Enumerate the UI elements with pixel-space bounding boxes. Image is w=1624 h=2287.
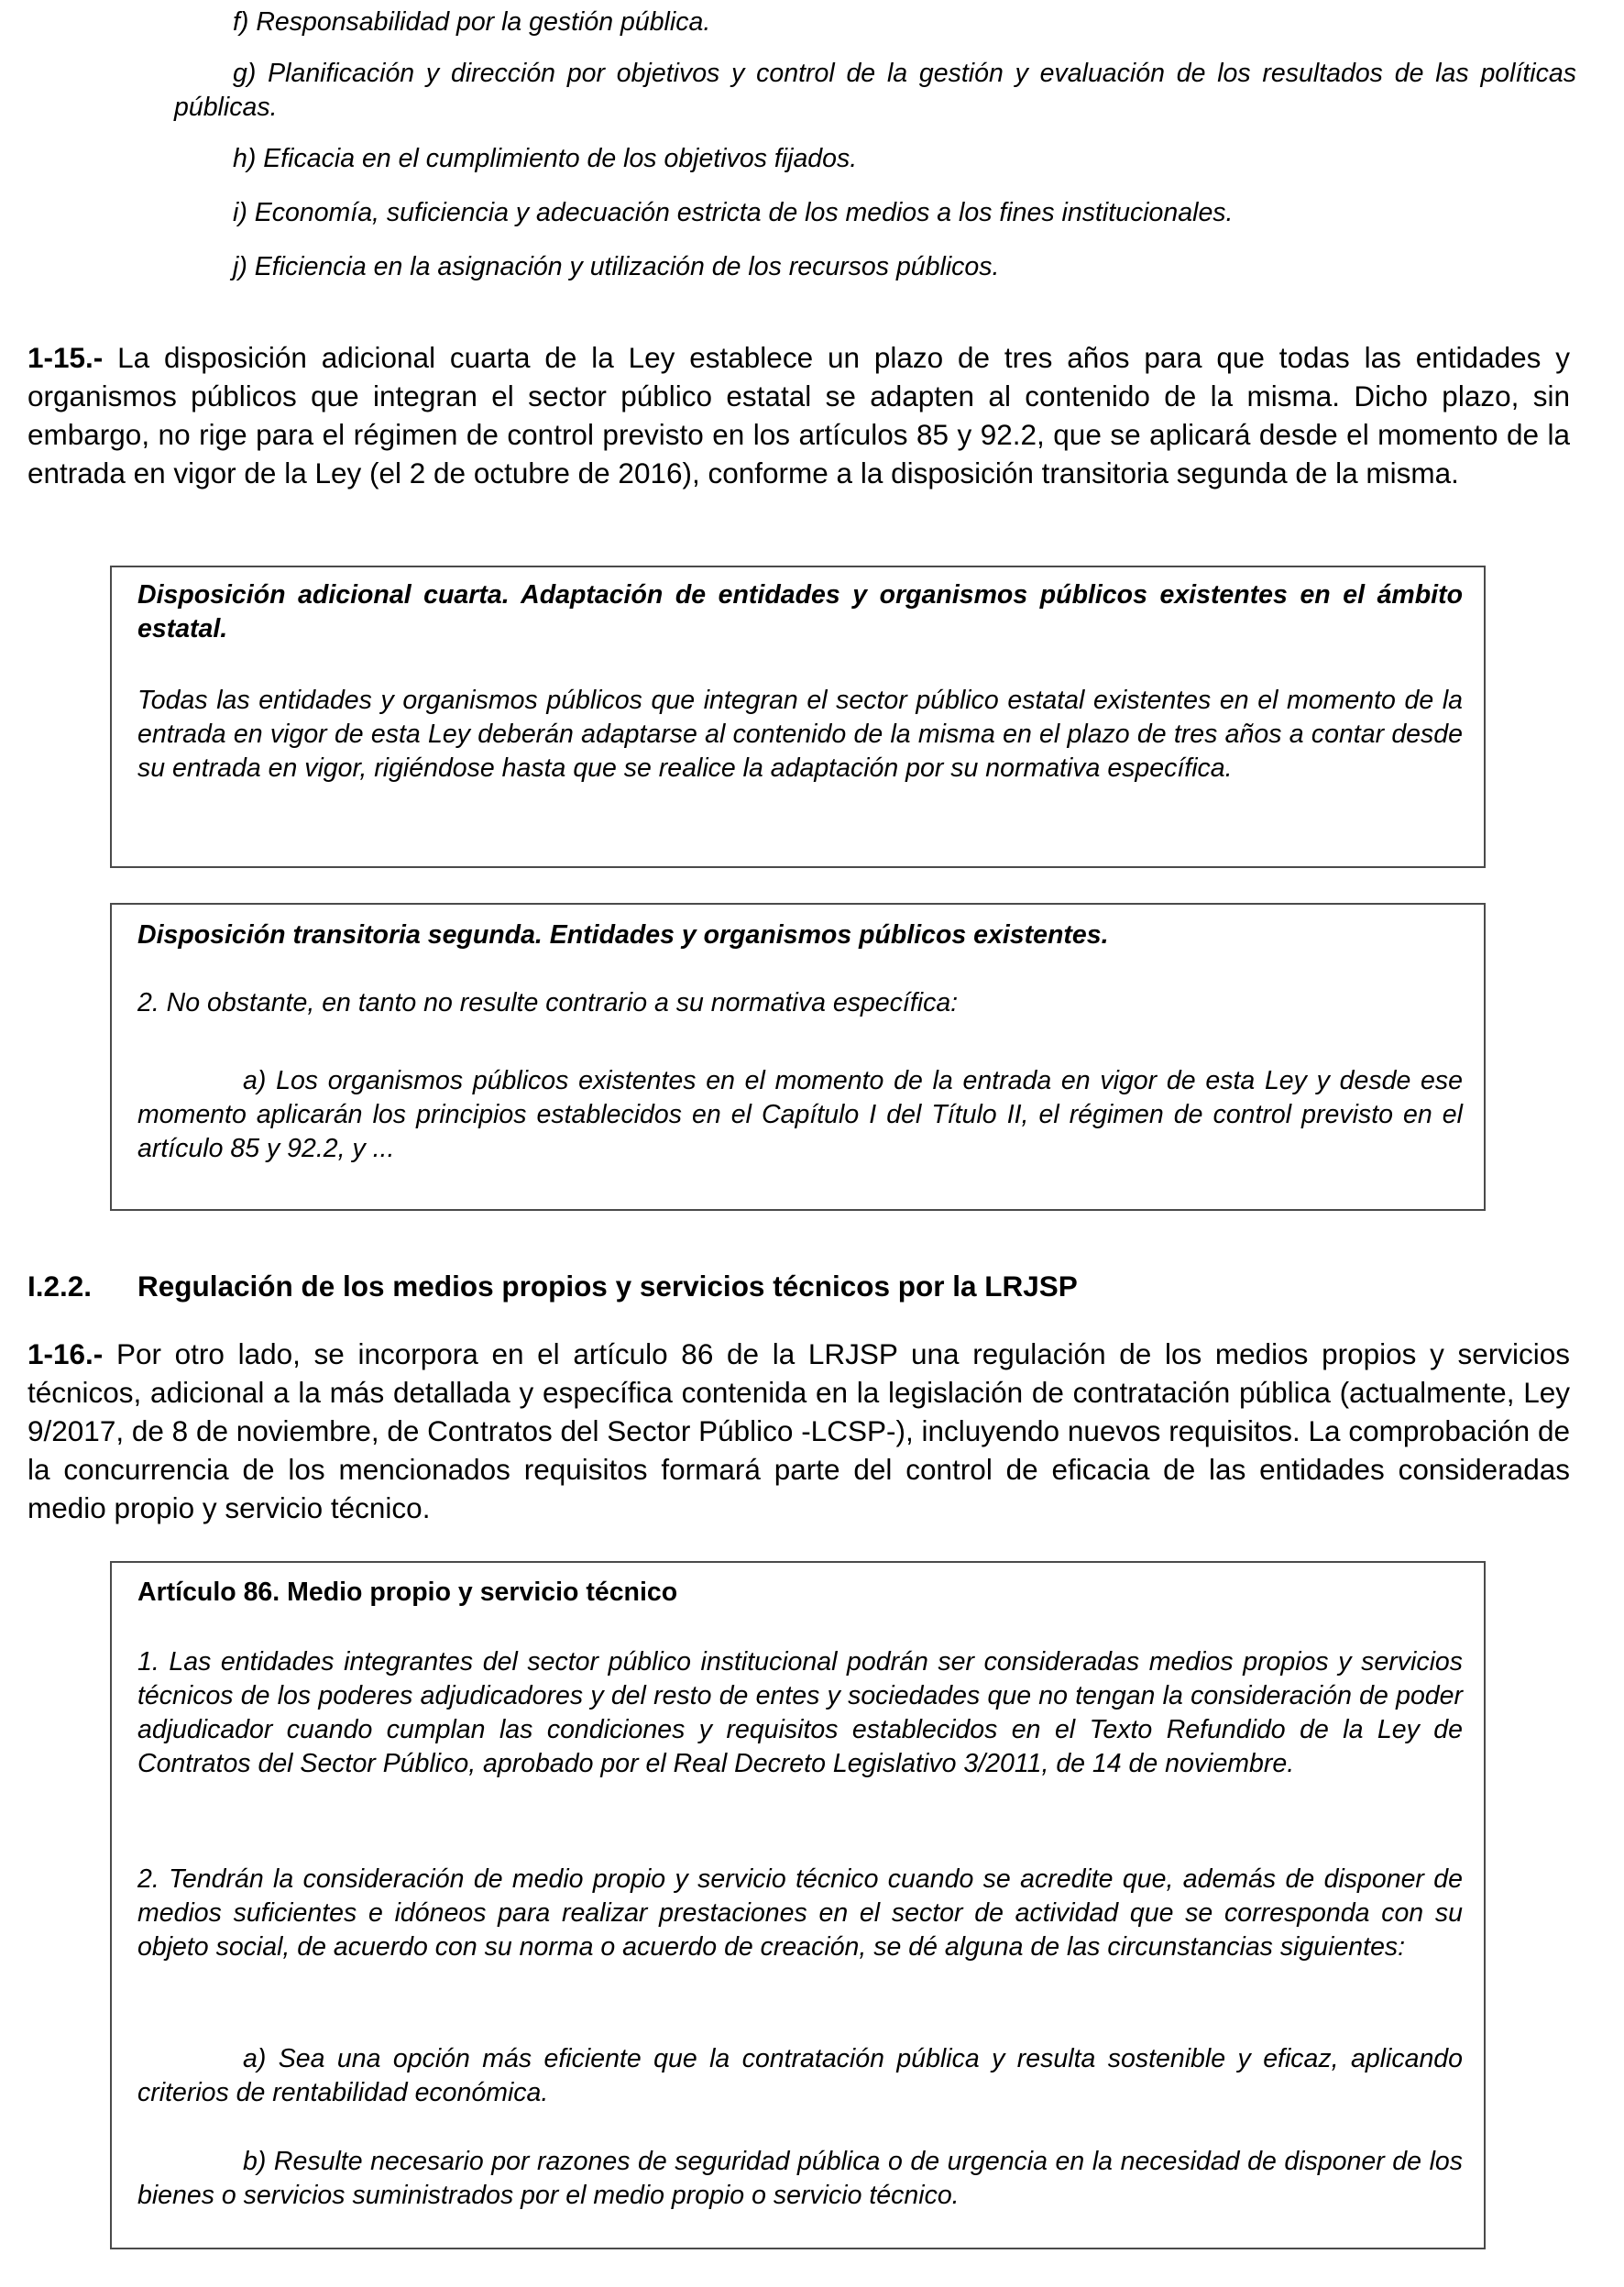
section-heading xyxy=(27,1267,1078,1305)
paragraph-number: 1-16.- xyxy=(27,1337,104,1370)
principle-item-j: j) Eficiencia en la asignación y utilización de los recursos públicos. xyxy=(233,252,1000,281)
section-title: Regulación de los medios propios y servicios técnicos por la LRJSP xyxy=(137,1270,1078,1303)
section-number: I.2.2. xyxy=(27,1270,93,1303)
quote-box-item-a: a) Los organismos públicos existentes en el momento de la entrada en vigor de esta Ley y desde ese momento aplicarán los principios establecidos en el Capítulo I del Título II, el régimen de control previsto en el artículo 85 y 92.2, y ... xyxy=(137,1066,1463,1163)
paragraph-text: Por otro lado, se incorpora en el artículo 86 de la LRJSP una regulación de los medios propios y servicios técnicos, adicional a la más detallada y específica contenida en la legislación de contratación pública (actualmente, Ley 9/2017, de 8 de noviembre, de Contratos del Sector Público -LCSP-), incluyendo nuevos requisitos. La comprobación de la concurrencia de los mencionados requisitos formará parte del control de eficacia de las entidades consideradas medio propio y servicio técnico. xyxy=(27,1337,1570,1524)
quote-box-disposicion-adicional xyxy=(110,566,1486,868)
paragraph-1-15 xyxy=(27,338,1570,492)
quote-box-item-a: a) Sea una opción más eficiente que la contratación pública y resulta sostenible y eficaz, aplicando criterios de rentabilidad económica. xyxy=(137,2044,1463,2107)
quote-box-item-b: b) Resulte necesario por razones de seguridad pública o de urgencia en la necesidad de disponer de los bienes o servicios suministrados por el medio propio o servicio técnico. xyxy=(137,2147,1463,2210)
quote-box-intro: 2. No obstante, en tanto no resulte contrario a su normativa específica: xyxy=(137,988,959,1017)
principle-item-i: i) Economía, suficiencia y adecuación estricta de los medios a los fines institucionales. xyxy=(233,198,1234,227)
principle-item-h: h) Eficacia en el cumplimiento de los objetivos fijados. xyxy=(233,144,858,173)
quote-box-body: Todas las entidades y organismos públicos que integran el sector público estatal existentes en el momento de la entrada en vigor de esta Ley deberán adaptarse al contenido de la misma en el plazo de tres años a contar desde su entrada en vigor, rigiéndose hasta que se realice la adaptación por su normativa específica. xyxy=(137,686,1463,783)
quote-box-title: Disposición adicional cuarta. Adaptación de entidades y organismos públicos existentes en el ámbito estatal. xyxy=(137,580,1463,643)
paragraph-text: La disposición adicional cuarta de la Ley establece un plazo de tres años para que todas las entidades y organismos públicos que integran el sector público estatal se adapten al contenido de la misma. Dicho plazo, sin embargo, no rige para el régimen de control previsto en los artículos 85 y 92.2, que se aplicará desde el momento de la entrada en vigor de la Ley (el 2 de octubre de 2016), conforme a la disposición transitoria segunda de la misma. xyxy=(27,341,1570,489)
quote-box-articulo-86 xyxy=(110,1561,1486,2249)
principle-item-f: f) Responsabilidad por la gestión pública. xyxy=(233,7,711,37)
quote-box-point-1: 1. Las entidades integrantes del sector público institucional podrán ser consideradas medios propios y servicios técnicos de los poderes adjudicadores y del resto de entes y sociedades que no tengan la consideración de poder adjudicador cuando cumplan las condiciones y requisitos establecidos en el Texto Refundido de la Ley de Contratos del Sector Público, aprobado por el Real Decreto Legislativo 3/2011, de 14 de noviembre. xyxy=(137,1647,1463,1778)
quote-box-title: Disposición transitoria segunda. Entidades y organismos públicos existentes. xyxy=(137,920,1109,950)
quote-box-title: Artículo 86. Medio propio y servicio técnico xyxy=(137,1578,678,1607)
quote-box-disposicion-transitoria xyxy=(110,903,1486,1211)
paragraph-1-16 xyxy=(27,1335,1570,1527)
paragraph-number: 1-15.- xyxy=(27,341,104,374)
principle-item-g: g) Planificación y dirección por objetivos y control de la gestión y evaluación de los resultados de las políticas públicas. xyxy=(174,59,1576,122)
quote-box-point-2: 2. Tendrán la consideración de medio propio y servicio técnico cuando se acredite que, además de disponer de medios suficientes e idóneos para realizar prestaciones en el sector de actividad que se corresponda con su objeto social, de acuerdo con su norma o acuerdo de creación, se dé alguna de las circunstancias siguientes: xyxy=(137,1864,1463,1962)
